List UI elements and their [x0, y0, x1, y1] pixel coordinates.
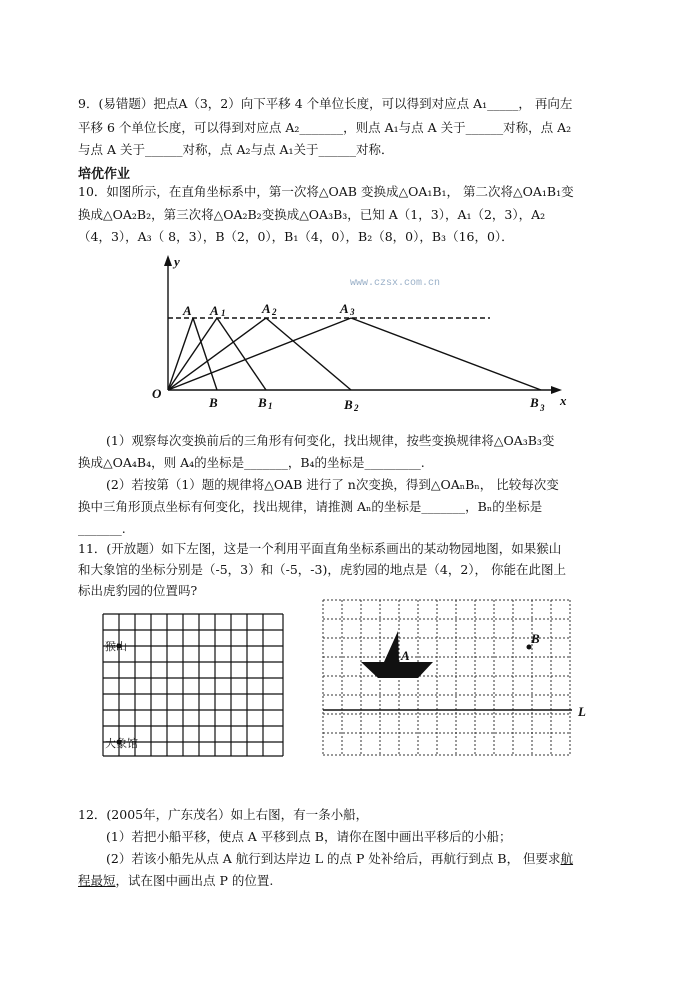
y-axis-label: y [174, 254, 180, 269]
q10-part2-line-2: 换中三角形顶点坐标有何变化，找出规律，请推测 Aₙ的坐标是_______，Bₙ的坐标是 [78, 499, 543, 514]
watermark: www.czsx.com.cn [350, 278, 441, 289]
q12-line-3: (2）若该小船先从点 A 航行到达岸边 L 的点 P 处补给后，再航行到点 B， 但要求航 [106, 851, 574, 866]
q11-line-1: 11．(开放题）如下左图，这是一个利用平面直角坐标系画出的某动物园地图，如果猴山 [78, 541, 562, 556]
q12-line-1: 12．(2005年，广东茂名）如上右图，有一条小船， [78, 807, 369, 822]
q10-line-1: 10．如图所示，在直角坐标系中，第一次将△OAB 变换成△OA₁B₁， 第二次将△OA₁B₁变 [78, 184, 574, 199]
svg-text:1: 1 [268, 401, 273, 411]
svg-text:3: 3 [350, 307, 355, 317]
q11-line-3: 标出虎豹园的位置吗? [78, 583, 198, 598]
boat-grid-lines [323, 600, 570, 755]
q12-line-2: (1）若把小船平移，使点 A 平移到点 B，请你在图中画出平移后的小船； [106, 829, 512, 844]
boat-sail [384, 631, 399, 662]
q10-line-2: 换成△OA₂B₂，第三次将△OA₂B₂变换成△OA₃B₃，已知 A（1，3），A₁（2，3），A₂ [78, 207, 546, 222]
q11-line-2: 和大象馆的坐标分别是（-5，3）和（-5，-3)，虎豹园的地点是（4，2）， 你能在此图上 [78, 562, 566, 577]
svg-text:2: 2 [354, 403, 359, 413]
point-a2-label: A [262, 301, 271, 316]
point-b2-label: B [344, 397, 353, 412]
boat-point-a-label: A [401, 648, 410, 663]
q12-line-4: 程最短，试在图中画出点 P 的位置. [78, 873, 274, 888]
boat-point-b-label: B [531, 631, 540, 646]
section-title: 培优作业 [78, 167, 131, 182]
point-b3-label: B [530, 395, 539, 410]
monkey-hill-label: 猴山 [105, 640, 127, 653]
shore-label-l: L [578, 704, 586, 719]
q10-part1-line-1: (1）观察每次变换前后的三角形有何变化，找出规律，按些变换规律将△OA₃B₃变 [106, 433, 555, 448]
point-a1-label: A [210, 303, 219, 318]
q9-line-3: 与点 A 关于______对称，点 A₂与点 A₁关于______对称． [78, 142, 394, 157]
q9-line-2: 平移 6 个单位长度，可以得到对应点 A₂_______，则点 A₁与点 A 关于______对称，点 A₂ [78, 120, 572, 135]
q10-part2-line-3: _______. [78, 521, 126, 536]
svg-text:2: 2 [272, 307, 277, 317]
origin-label: O [152, 386, 162, 401]
point-b-label: B [209, 395, 218, 410]
underlined-text: 程最短 [78, 873, 116, 888]
point-a3-label: A [340, 301, 349, 316]
underlined-text: 航 [560, 851, 574, 866]
q10-line-3: （4，3），A₃（ 8，3），B（2，0），B₁（4，0），B₂（8，0），B₃（16，0）． [78, 229, 514, 244]
point-a-label: A [183, 303, 192, 318]
svg-text:3: 3 [540, 403, 545, 413]
svg-text:1: 1 [221, 308, 226, 318]
point-b1-label: B [258, 395, 267, 410]
x-axis-label: x [560, 393, 567, 408]
q10-part1-line-2: 换成△OA₄B₄，则 A₄的坐标是_______，B₄的坐标是_________. [78, 455, 425, 470]
q9-line-1: 9．(易错题）把点A（3，2）向下平移 4 个单位长度，可以得到对应点 A₁_____， 再向左 [78, 96, 573, 111]
q10-part2-line-1: (2）若按第（1）题的规律将△OAB 进行了 n次变换，得到△OAₙBₙ， 比较每次变 [106, 477, 559, 492]
elephant-hall-label: 大象馆 [105, 737, 138, 750]
